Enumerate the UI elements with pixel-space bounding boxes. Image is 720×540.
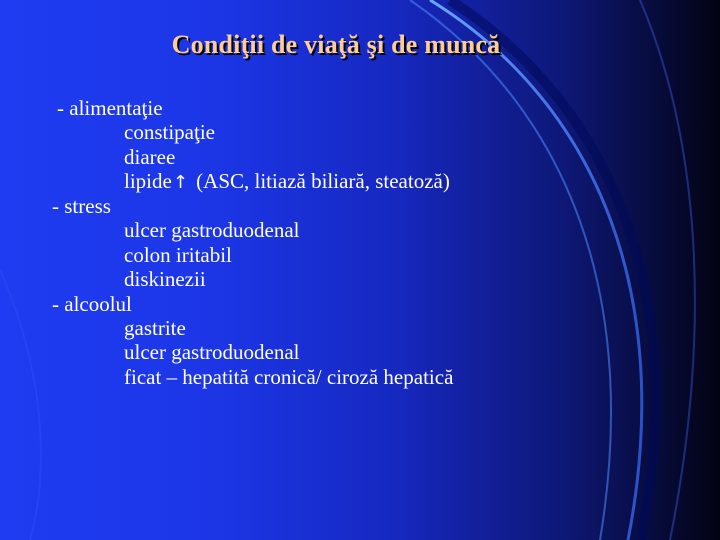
list-item: diaree	[124, 144, 176, 169]
list-item-suffix: (ASC, litiază biliară, steatoză)	[190, 169, 450, 194]
list-item-prefix: lipide	[124, 169, 172, 194]
list-item: gastrite	[124, 315, 186, 340]
list-item: ficat – hepatită cronică/ ciroză hepatică	[124, 364, 454, 389]
section-label-stress: - stress	[52, 193, 111, 218]
section-label-alcoolul: - alcoolul	[52, 291, 132, 316]
slide-title: Condiţii de viaţă şi de muncă	[171, 30, 501, 59]
list-item: colon iritabil	[124, 242, 232, 267]
arrow-up-icon: ↑	[172, 172, 188, 194]
list-item-lipide	[0, 169, 453, 193]
content-list	[0, 96, 453, 389]
list-item: constipaţie	[124, 120, 215, 145]
list-item: ulcer gastroduodenal	[124, 218, 300, 243]
section-label-alimentatie: - alimentaţie	[57, 96, 163, 120]
list-item: ulcer gastroduodenal	[124, 340, 300, 365]
list-item: diskinezii	[124, 267, 206, 292]
